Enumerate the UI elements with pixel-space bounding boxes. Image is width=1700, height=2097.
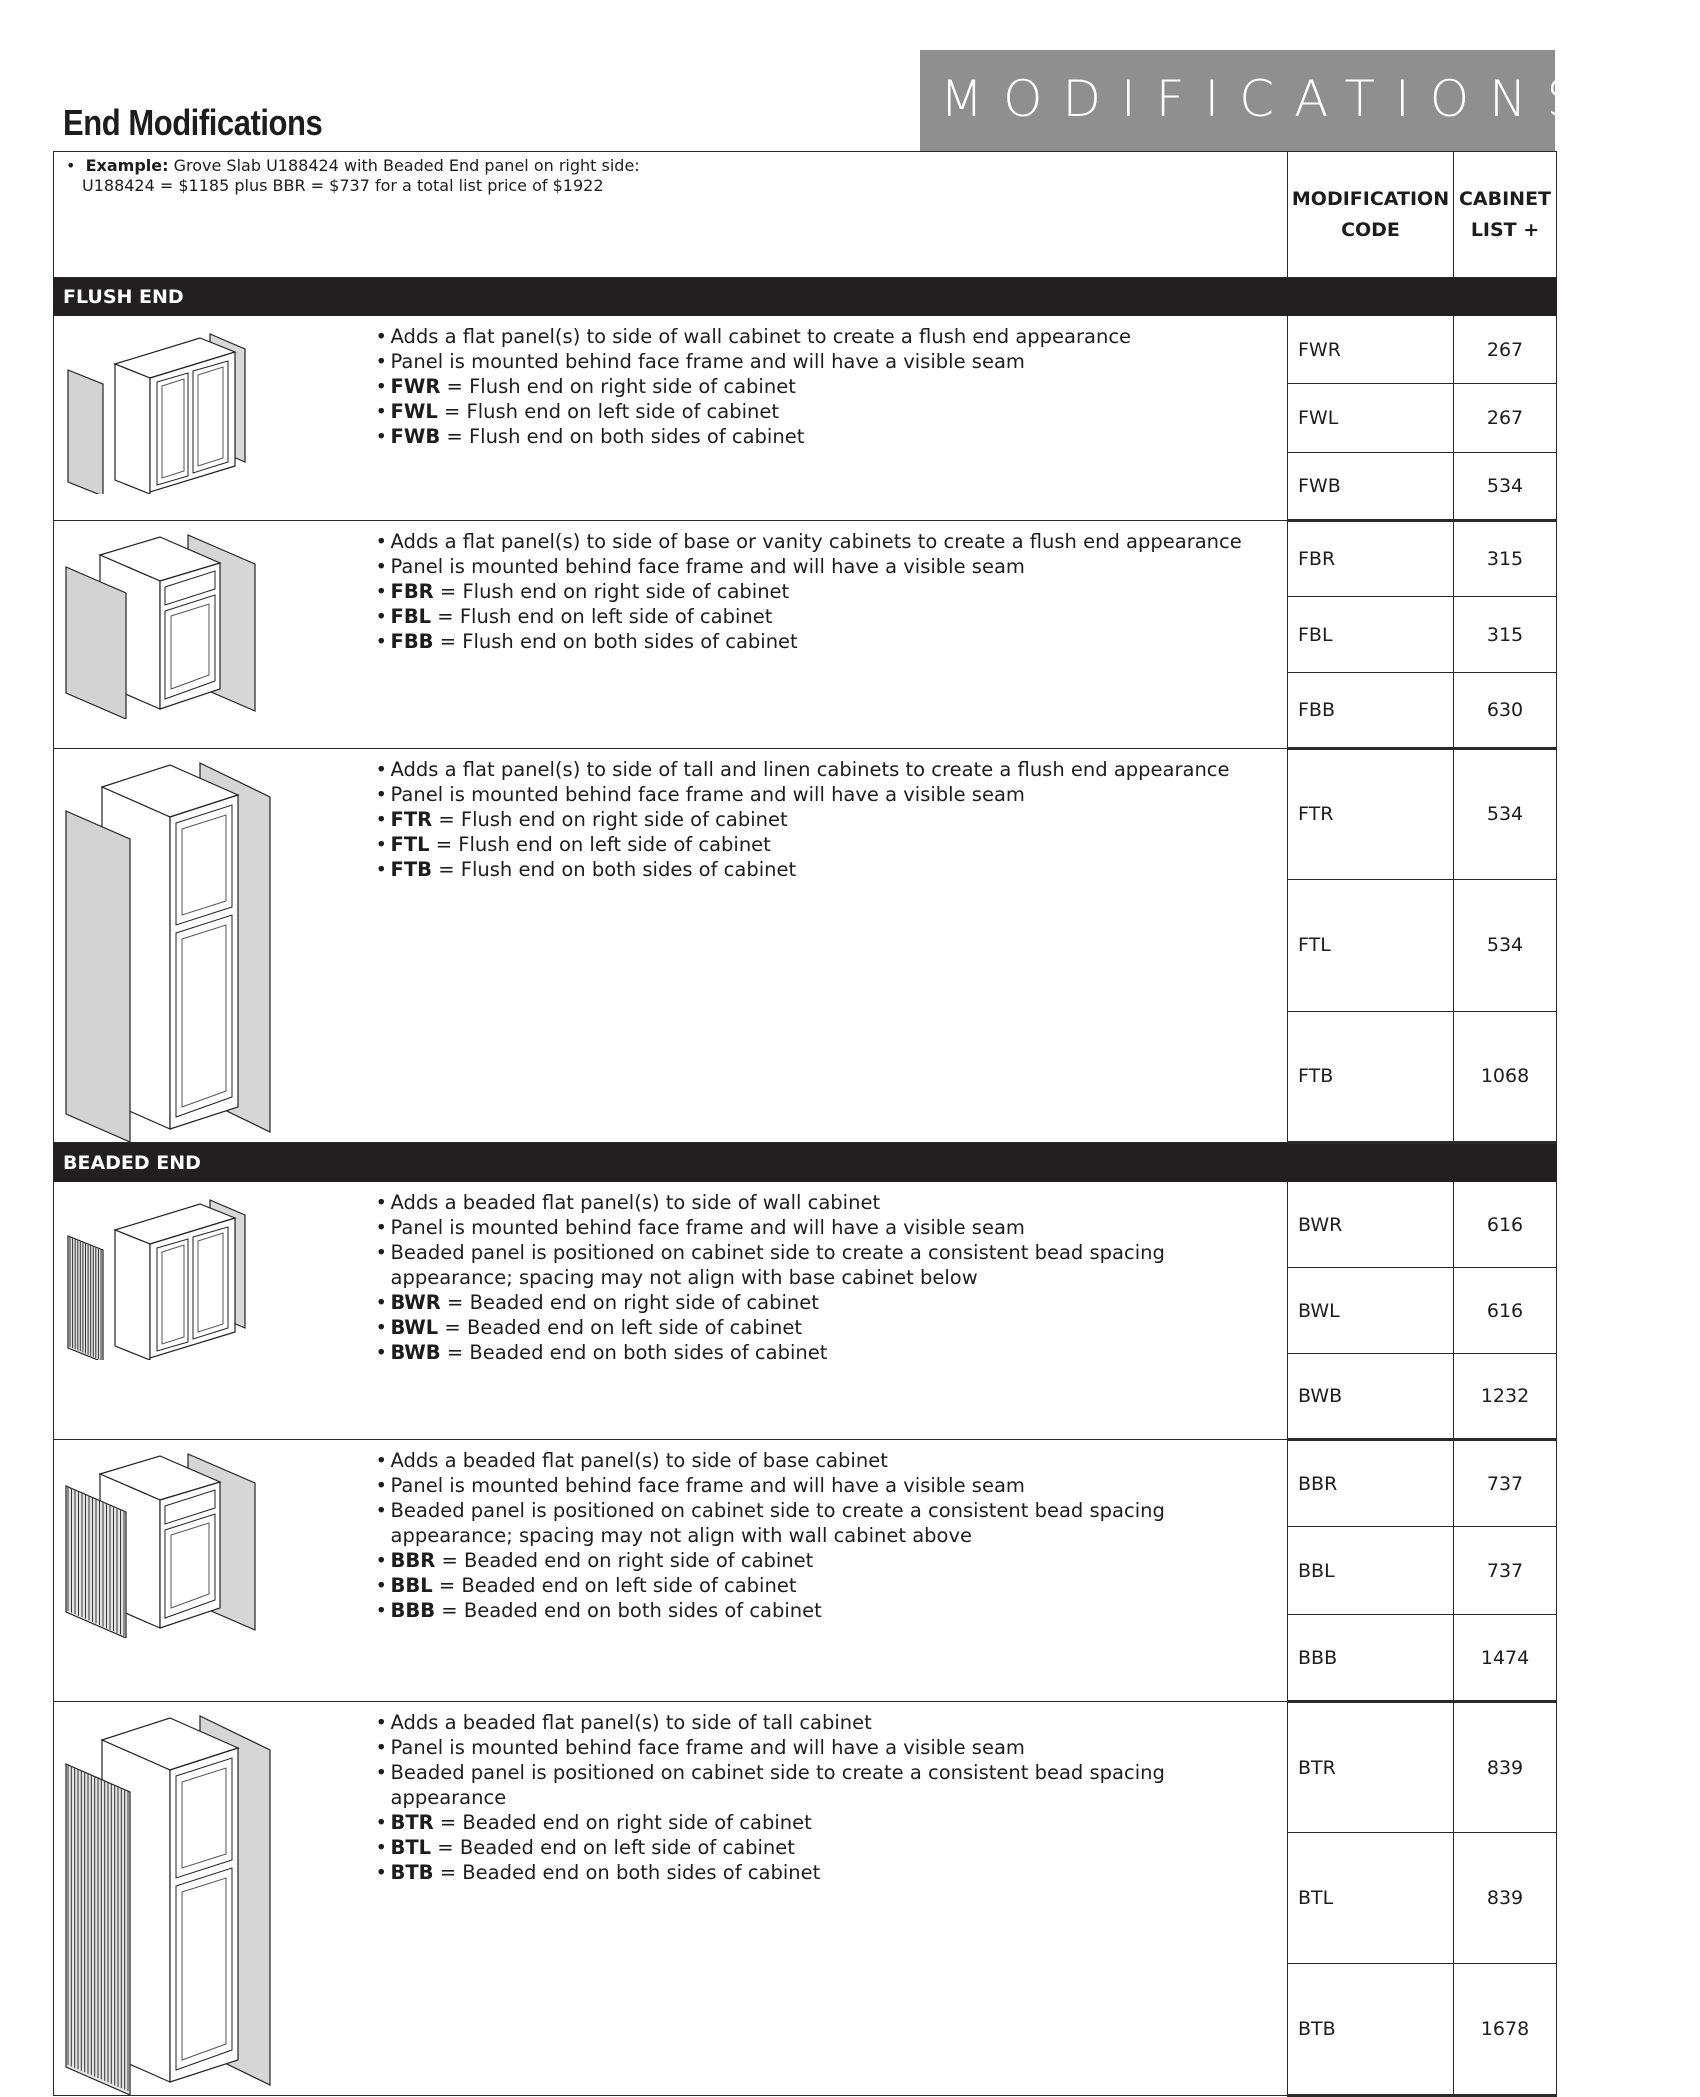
cabinet-illustration	[54, 1182, 374, 1440]
cabinet-list-price: 616	[1454, 1268, 1557, 1354]
modification-group-bt	[54, 1702, 1557, 2096]
description-list	[374, 1190, 1278, 1365]
cabinet-list-price: 1232	[1454, 1354, 1557, 1440]
description-bullet: • Adds a flat panel(s) to side of base or vanity cabinets to create a flush end appearance	[374, 529, 1278, 554]
code-term: BWR	[390, 1291, 441, 1314]
modification-description	[374, 749, 1288, 1143]
modification-description	[374, 1702, 1288, 2096]
code-definition: = Beaded end on both sides of cabinet	[440, 1341, 828, 1364]
modification-code: BWB	[1288, 1354, 1454, 1440]
modification-group-ft	[54, 749, 1557, 1143]
code-definition-bullet	[374, 1860, 1278, 1885]
description-bullet: • Panel is mounted behind face frame and will have a visible seam	[374, 349, 1278, 374]
code-definition-bullet	[374, 399, 1278, 424]
modification-row-ftr	[54, 749, 1557, 880]
price-header-line-1: CABINET	[1458, 187, 1552, 210]
cabinet-list-price: 737	[1454, 1527, 1557, 1615]
section-row-beaded-end	[54, 1143, 1557, 1182]
code-definition-bullet	[374, 604, 1278, 629]
wall-cabinet-illustration	[60, 1190, 260, 1360]
code-definition: = Beaded end on right side of cabinet	[435, 1549, 814, 1572]
cabinet-list-price: 737	[1454, 1440, 1557, 1527]
code-term: FTB	[390, 858, 432, 881]
code-term: BWB	[390, 1341, 441, 1364]
code-definition: = Beaded end on both sides of cabinet	[435, 1599, 822, 1622]
code-definition-bullet	[374, 1340, 1278, 1365]
cabinet-illustration	[54, 521, 374, 749]
description-bullet: • Adds a beaded flat panel(s) to side of base cabinet	[374, 1448, 1278, 1473]
tall-cabinet-illustration	[60, 757, 275, 1142]
code-term: BBB	[390, 1599, 436, 1622]
cabinet-list-price: 315	[1454, 597, 1557, 673]
example-text-1: Grove Slab U188424 with Beaded End panel on right side:	[173, 156, 640, 175]
modification-code: FWR	[1288, 316, 1454, 384]
code-definition-bullet	[374, 1315, 1278, 1340]
description-bullet: • Adds a beaded flat panel(s) to side of wall cabinet	[374, 1190, 1278, 1215]
cabinet-list-price: 315	[1454, 521, 1557, 597]
base-cabinet-illustration	[60, 529, 270, 719]
code-definition: = Flush end on right side of cabinet	[433, 580, 790, 603]
modification-row-btr	[54, 1702, 1557, 1833]
code-definition-bullet	[374, 1598, 1278, 1623]
description-bullet: • Panel is mounted behind face frame and will have a visible seam	[374, 554, 1278, 579]
description-bullet: • Adds a beaded flat panel(s) to side of tall cabinet	[374, 1710, 1278, 1735]
modification-code: FWB	[1288, 453, 1454, 521]
example-note	[54, 152, 1288, 278]
section-banner	[920, 50, 1599, 151]
code-definition: = Flush end on both sides of cabinet	[433, 630, 798, 653]
table-header-row	[54, 152, 1557, 278]
code-header-line-1: MODIFICATION	[1291, 187, 1450, 210]
modification-row-bbr	[54, 1440, 1557, 1527]
tall-cabinet-illustration	[60, 1710, 275, 2095]
example-label: Example:	[85, 156, 169, 175]
cabinet-list-price: 534	[1454, 749, 1557, 880]
code-term: BWL	[390, 1316, 439, 1339]
description-bullet: • Adds a flat panel(s) to side of wall cabinet to create a flush end appearance	[374, 324, 1278, 349]
modification-description	[374, 316, 1288, 521]
code-definition: = Flush end on left side of cabinet	[429, 833, 771, 856]
code-term: FWR	[390, 375, 441, 398]
modification-code: FTB	[1288, 1011, 1454, 1142]
cabinet-list-price: 839	[1454, 1833, 1557, 1964]
modification-code: FBR	[1288, 521, 1454, 597]
description-bullet: • Beaded panel is positioned on cabinet side to create a consistent bead spacing appearance; spacing may not align with base cabinet below	[374, 1240, 1278, 1290]
modification-group-bw	[54, 1182, 1557, 1440]
code-definition-bullet	[374, 807, 1278, 832]
modification-code: BBL	[1288, 1527, 1454, 1615]
code-definition-bullet	[374, 857, 1278, 882]
code-term: FBR	[390, 580, 434, 603]
cabinet-list-header	[1454, 152, 1557, 278]
modification-code: BBR	[1288, 1440, 1454, 1527]
code-term: BTL	[390, 1836, 432, 1859]
modification-description	[374, 1182, 1288, 1440]
code-definition-bullet	[374, 579, 1278, 604]
code-term: FWL	[390, 400, 438, 423]
cabinet-list-price: 630	[1454, 673, 1557, 749]
code-definition-bullet	[374, 1573, 1278, 1598]
code-term: BTB	[390, 1861, 434, 1884]
price-header-line-2: LIST +	[1470, 218, 1540, 241]
description-bullet: • Panel is mounted behind face frame and will have a visible seam	[374, 1735, 1278, 1760]
modification-code: BBB	[1288, 1615, 1454, 1702]
code-term: FBB	[390, 630, 434, 653]
code-header-line-2: CODE	[1341, 218, 1400, 241]
description-list	[374, 529, 1278, 654]
modification-row-fwr	[54, 316, 1557, 384]
section-title: BEADED END	[54, 1143, 1557, 1182]
cabinet-illustration	[54, 1440, 374, 1702]
modification-code: BTL	[1288, 1833, 1454, 1964]
modification-code: FBL	[1288, 597, 1454, 673]
code-definition: = Flush end on left side of cabinet	[431, 605, 773, 628]
modification-row-fbr	[54, 521, 1557, 597]
modification-description	[374, 1440, 1288, 1702]
modification-group-bb	[54, 1440, 1557, 1702]
code-definition-bullet	[374, 374, 1278, 399]
code-definition: = Flush end on left side of cabinet	[437, 400, 780, 423]
modification-row-bwr	[54, 1182, 1557, 1268]
code-definition: = Beaded end on left side of cabinet	[438, 1316, 803, 1339]
modification-code: FTR	[1288, 749, 1454, 880]
cabinet-list-price: 616	[1454, 1182, 1557, 1268]
code-definition-bullet	[374, 424, 1278, 449]
modification-code: FWL	[1288, 384, 1454, 453]
description-bullet: • Panel is mounted behind face frame and will have a visible seam	[374, 782, 1278, 807]
code-definition-bullet	[374, 1290, 1278, 1315]
example-line-1: • Example: Grove Slab U188424 with Beaded End panel on right side:	[66, 156, 640, 175]
modification-group-fw	[54, 316, 1557, 521]
cabinet-list-price: 1678	[1454, 1964, 1557, 2096]
page-header	[0, 0, 1700, 152]
modification-code: BTR	[1288, 1702, 1454, 1833]
modification-code: BWL	[1288, 1268, 1454, 1354]
modifications-table	[53, 151, 1557, 2097]
code-definition: = Flush end on right side of cabinet	[440, 375, 796, 398]
description-bullet: • Beaded panel is positioned on cabinet side to create a consistent bead spacing appearance	[374, 1760, 1278, 1810]
banner-text: MODIFICATIONS	[940, 70, 1599, 128]
code-term: BTR	[390, 1811, 434, 1834]
description-bullet: • Beaded panel is positioned on cabinet side to create a consistent bead spacing appearance; spacing may not align with wall cabinet above	[374, 1498, 1278, 1548]
modification-description	[374, 521, 1288, 749]
description-list	[374, 1448, 1278, 1623]
cabinet-list-price: 1068	[1454, 1011, 1557, 1142]
description-bullet: • Adds a flat panel(s) to side of tall and linen cabinets to create a flush end appearance	[374, 757, 1278, 782]
cabinet-list-price: 534	[1454, 453, 1557, 521]
code-definition: = Beaded end on right side of cabinet	[440, 1291, 819, 1314]
description-list	[374, 324, 1278, 449]
code-term: FBL	[390, 605, 432, 628]
code-definition-bullet	[374, 1810, 1278, 1835]
description-list	[374, 757, 1278, 882]
section-row-flush-end	[54, 278, 1557, 316]
cabinet-illustration	[54, 316, 374, 521]
code-definition: = Flush end on right side of cabinet	[432, 808, 788, 831]
example-line-2: U188424 = $1185 plus BBR = $737 for a total list price of $1922	[82, 176, 604, 195]
code-term: BBL	[390, 1574, 433, 1597]
cabinet-list-price: 839	[1454, 1702, 1557, 1833]
cabinet-list-price: 1474	[1454, 1615, 1557, 1702]
description-list	[374, 1710, 1278, 1885]
code-definition-bullet	[374, 1548, 1278, 1573]
cabinet-list-price: 267	[1454, 316, 1557, 384]
code-definition-bullet	[374, 629, 1278, 654]
modification-code: FBB	[1288, 673, 1454, 749]
section-title: FLUSH END	[54, 278, 1557, 316]
cabinet-illustration	[54, 749, 374, 1143]
cabinet-list-price: 267	[1454, 384, 1557, 453]
code-term: FTR	[390, 808, 433, 831]
modification-code: BWR	[1288, 1182, 1454, 1268]
page-title: End Modifications	[63, 102, 323, 143]
modification-code: FTL	[1288, 879, 1454, 1011]
code-definition: = Flush end on both sides of cabinet	[432, 858, 797, 881]
code-definition: = Flush end on both sides of cabinet	[440, 425, 805, 448]
cabinet-list-price: 534	[1454, 879, 1557, 1011]
cabinet-illustration	[54, 1702, 374, 2096]
code-definition: = Beaded end on right side of cabinet	[433, 1811, 812, 1834]
code-definition: = Beaded end on both sides of cabinet	[433, 1861, 821, 1884]
code-definition: = Beaded end on left side of cabinet	[432, 1574, 797, 1597]
modification-code-header	[1288, 152, 1454, 278]
code-definition-bullet	[374, 832, 1278, 857]
modification-group-fb	[54, 521, 1557, 749]
base-cabinet-illustration	[60, 1448, 270, 1638]
code-term: FWB	[390, 425, 441, 448]
code-definition-bullet	[374, 1835, 1278, 1860]
wall-cabinet-illustration	[60, 324, 260, 494]
code-definition: = Beaded end on left side of cabinet	[431, 1836, 795, 1859]
code-term: BBR	[390, 1549, 436, 1572]
modification-code: BTB	[1288, 1964, 1454, 2096]
description-bullet: • Panel is mounted behind face frame and will have a visible seam	[374, 1215, 1278, 1240]
description-bullet: • Panel is mounted behind face frame and will have a visible seam	[374, 1473, 1278, 1498]
code-term: FTL	[390, 833, 430, 856]
